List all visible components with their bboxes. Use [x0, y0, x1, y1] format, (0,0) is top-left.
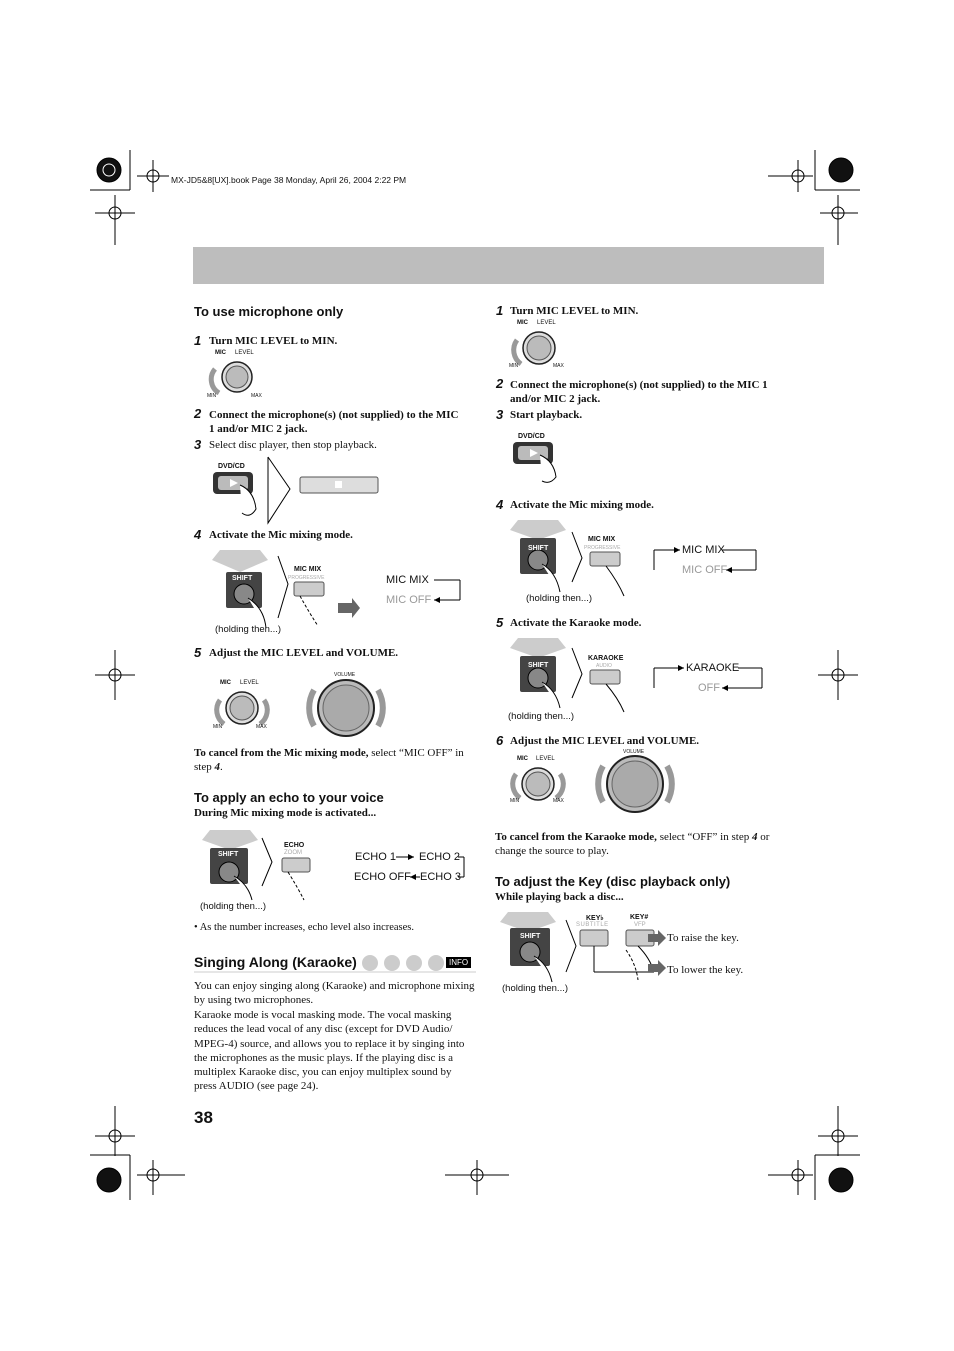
step-text: Adjust the MIC LEVEL and VOLUME.	[209, 647, 399, 659]
step-text: Activate the Mic mixing mode.	[209, 529, 353, 541]
step-number: 5	[194, 645, 202, 660]
step-text: Turn MIC LEVEL to MIN.	[510, 305, 639, 317]
step-number: 3	[194, 437, 202, 452]
mic-level-knob: MIC LEVEL MIN MAX	[207, 350, 262, 399]
mic-mix-label: MIC MIX	[682, 544, 725, 556]
mic-off-label: MIC OFF	[682, 564, 728, 576]
step-text: Adjust the MIC LEVEL and VOLUME.	[510, 735, 700, 747]
zoom-key-label: ZOOM	[284, 850, 302, 856]
karaoke-section-header	[194, 953, 476, 973]
mic-mix-illustration	[508, 518, 768, 603]
raise-key-label: To raise the key.	[667, 932, 739, 944]
mic-level-knob: MIC LEVEL MIN MAX	[213, 680, 267, 730]
karaoke-illustration	[508, 636, 768, 716]
karaoke-on-label: KARAOKE	[686, 662, 740, 674]
karaoke-title: Singing Along (Karaoke)	[194, 954, 357, 970]
echo-1-label: ECHO 1	[355, 851, 396, 863]
step-number: 1	[194, 333, 202, 348]
key-subtitle: While playing back a disc...	[495, 891, 624, 903]
page-number: 38	[194, 1108, 213, 1127]
shift-key-label: SHIFT	[528, 545, 549, 552]
mic-mix-key-label: MIC MIX	[588, 536, 616, 543]
step-number: 4	[194, 527, 202, 542]
dvd-cd-play-illustration	[510, 428, 570, 484]
holding-note: (holding then...)	[526, 593, 593, 604]
holding-note: (holding then...)	[200, 901, 267, 912]
lower-key-label: To lower the key.	[667, 964, 744, 976]
holding-note: (holding then...)	[215, 624, 282, 635]
step-number: 6	[496, 733, 504, 748]
step-text: Connect the microphone(s) (not supplied) to the MIC 1 and/or MIC 2 jack.	[510, 379, 768, 405]
mic-off-label: MIC OFF	[386, 594, 432, 606]
step-text: Start playback.	[510, 409, 583, 421]
step-number: 2	[496, 376, 504, 391]
dvd-cd-label: DVD/CD	[518, 433, 545, 440]
karaoke-para-1: You can enjoy singing along (Karaoke) and microphone mixing by using two microphones.	[194, 980, 475, 1007]
audio-key-label: AUDIO	[596, 663, 612, 669]
karaoke-off-label: OFF	[698, 682, 720, 694]
info-badge: INFO	[446, 957, 471, 968]
step-number: 3	[496, 407, 504, 422]
volume-knob: VOLUME	[306, 670, 386, 742]
progressive-label: PROGRESSIVE	[288, 575, 325, 581]
echo-3-label: ECHO 3	[420, 871, 461, 883]
step-number: 5	[496, 615, 504, 630]
shift-key-label: SHIFT	[218, 851, 239, 858]
file-header: MX-JD5&8[UX].book Page 38 Monday, April 26, 2004 2:22 PM	[171, 175, 407, 185]
key-adjust-illustration	[498, 910, 768, 985]
step-text: Select disc player, then stop playback.	[209, 439, 377, 451]
mic-level-knob: MIC LEVEL MIN MAX	[510, 756, 564, 804]
cancel-mic-note: To cancel from the Mic mixing mode, select “MIC OFF” in step 4.	[194, 747, 464, 774]
shift-key-label: SHIFT	[232, 575, 253, 582]
echo-subtitle: During Mic mixing mode is activated...	[194, 807, 377, 819]
step-number: 2	[194, 406, 202, 421]
step-text: Activate the Mic mixing mode.	[510, 499, 654, 511]
shift-key-label: SHIFT	[528, 662, 549, 669]
step-text: Activate the Karaoke mode.	[510, 617, 642, 629]
echo-title: To apply an echo to your voice	[194, 790, 384, 805]
step-text: Turn MIC LEVEL to MIN.	[209, 335, 338, 347]
dvd-cd-label: DVD/CD	[218, 463, 245, 470]
dvd-cd-stop-illustration	[210, 455, 385, 527]
vfp-key-label: VFP	[634, 922, 646, 928]
karaoke-key-label: KARAOKE	[588, 655, 624, 662]
key-title: To adjust the Key (disc playback only)	[495, 874, 731, 889]
holding-note: (holding then...)	[502, 983, 569, 994]
mic-mix-key-label: MIC MIX	[294, 566, 322, 573]
step-number: 4	[496, 497, 504, 512]
volume-knob: VOLUME	[595, 746, 675, 818]
mic-level-knob: MIC LEVEL MIN MAX	[509, 320, 564, 369]
shift-key-label: SHIFT	[520, 933, 541, 940]
mic-mix-illustration	[210, 548, 470, 633]
key-sharp-label: KEY#	[630, 914, 649, 921]
echo-2-label: ECHO 2	[419, 851, 460, 863]
mic-only-title: To use microphone only	[194, 304, 344, 319]
echo-note: • As the number increases, echo level also increases.	[194, 922, 415, 933]
mic-mix-label: MIC MIX	[386, 574, 429, 586]
echo-off-label: ECHO OFF	[354, 871, 411, 883]
echo-illustration	[200, 828, 470, 900]
subtitle-key-label: SUBTITLE	[576, 922, 609, 928]
holding-note: (holding then...)	[508, 711, 575, 722]
karaoke-para-2: Karaoke mode is vocal masking mode. The vocal masking reduces the lead vocal of any disc (except for DVD Audio/ MPEG-4) source, and allows you to replace it by singing into the microphones as the music plays. If the playing disc is a multiplex Karaoke disc, you can enjoy multiplex sound by press AUDIO (see page 24).	[194, 1009, 465, 1093]
section-header-bar	[193, 247, 824, 284]
cancel-karaoke-note: To cancel from the Karaoke mode, select “OFF” in step 4 or change the source to play.	[495, 831, 770, 858]
step-number: 1	[496, 303, 504, 318]
key-flat-label: KEY♭	[586, 915, 604, 922]
progressive-label: PROGRESSIVE	[584, 545, 621, 551]
echo-key-label: ECHO	[284, 842, 305, 849]
step-text: Connect the microphone(s) (not supplied) to the MIC 1 and/or MIC 2 jack.	[209, 409, 459, 435]
